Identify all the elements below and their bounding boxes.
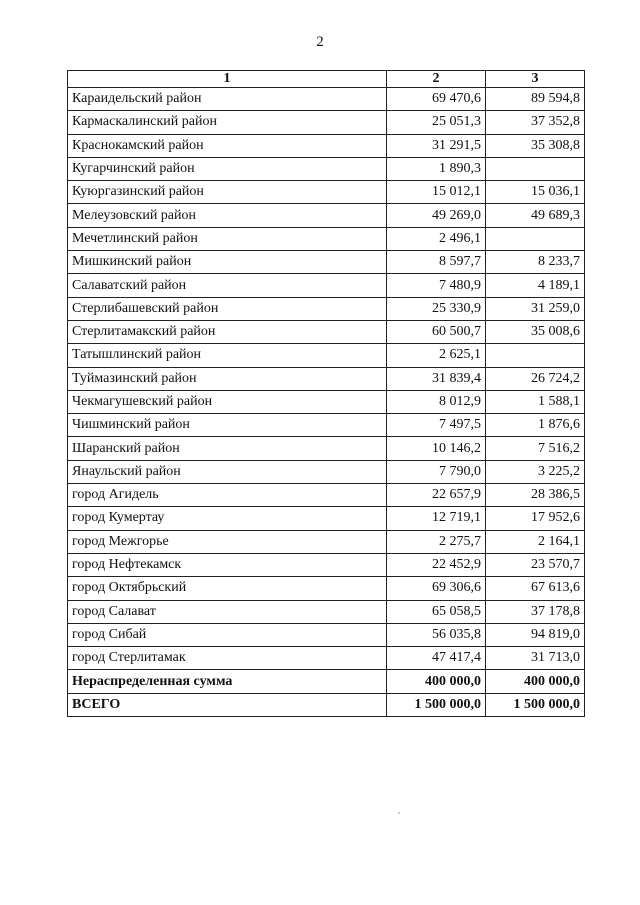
table-row (68, 647, 585, 670)
row-name: Мишкинский район (68, 251, 387, 274)
row-value-col2: 65 058,5 (387, 600, 486, 623)
page-number: 2 (316, 34, 324, 50)
table-row (68, 437, 585, 460)
row-name: город Сибай (68, 623, 387, 646)
table-row (68, 414, 585, 437)
row-name: Куюргазинский район (68, 181, 387, 204)
row-value-col2: 8 597,7 (387, 251, 486, 274)
row-value-col2: 8 012,9 (387, 390, 486, 413)
column-header: 3 (486, 71, 585, 88)
table-row (68, 553, 585, 576)
row-value-col2: 2 496,1 (387, 227, 486, 250)
row-name: Мелеузовский район (68, 204, 387, 227)
table-row (68, 181, 585, 204)
row-name: Стерлитамакский район (68, 320, 387, 343)
row-value-col3: 28 386,5 (486, 484, 585, 507)
table-row (68, 251, 585, 274)
row-value-col2: 69 306,6 (387, 577, 486, 600)
row-name: город Стерлитамак (68, 647, 387, 670)
row-value-col3 (486, 344, 585, 367)
row-name: Караидельский район (68, 88, 387, 111)
row-value-col3: 35 308,8 (486, 134, 585, 157)
table-row (68, 623, 585, 646)
table-row (68, 507, 585, 530)
table-row (68, 530, 585, 553)
row-value-col2: 12 719,1 (387, 507, 486, 530)
row-name: Салаватский район (68, 274, 387, 297)
row-value-col2: 2 275,7 (387, 530, 486, 553)
row-name: Янаульский район (68, 460, 387, 483)
row-value-col2: 2 625,1 (387, 344, 486, 367)
row-name: ВСЕГО (68, 693, 387, 716)
row-name: Мечетлинский район (68, 227, 387, 250)
allocation-table (67, 70, 585, 717)
total-row (68, 693, 585, 716)
row-name: Татышлинский район (68, 344, 387, 367)
row-value-col3: 37 178,8 (486, 600, 585, 623)
table-row (68, 227, 585, 250)
row-value-col3: 400 000,0 (486, 670, 585, 693)
row-name: город Салават (68, 600, 387, 623)
row-name: Кугарчинский район (68, 157, 387, 180)
row-value-col2: 69 470,6 (387, 88, 486, 111)
table-row (68, 157, 585, 180)
row-name: Чекмагушевский район (68, 390, 387, 413)
row-value-col3 (486, 227, 585, 250)
row-value-col2: 22 452,9 (387, 553, 486, 576)
row-value-col2: 7 480,9 (387, 274, 486, 297)
row-value-col3: 7 516,2 (486, 437, 585, 460)
row-value-col2: 47 417,4 (387, 647, 486, 670)
table-row (68, 297, 585, 320)
column-header: 1 (68, 71, 387, 88)
row-value-col3: 49 689,3 (486, 204, 585, 227)
row-value-col3: 31 713,0 (486, 647, 585, 670)
row-value-col3: 1 876,6 (486, 414, 585, 437)
row-value-col2: 56 035,8 (387, 623, 486, 646)
row-value-col3: 17 952,6 (486, 507, 585, 530)
row-value-col2: 1 890,3 (387, 157, 486, 180)
row-value-col3: 2 164,1 (486, 530, 585, 553)
row-value-col3: 4 189,1 (486, 274, 585, 297)
row-name: Чишминский район (68, 414, 387, 437)
row-name: город Межгорье (68, 530, 387, 553)
table-row (68, 134, 585, 157)
row-value-col3: 31 259,0 (486, 297, 585, 320)
row-value-col3: 89 594,8 (486, 88, 585, 111)
row-name: Краснокамский район (68, 134, 387, 157)
row-value-col2: 49 269,0 (387, 204, 486, 227)
row-name: город Октябрьский (68, 577, 387, 600)
row-value-col2: 1 500 000,0 (387, 693, 486, 716)
row-value-col3: 15 036,1 (486, 181, 585, 204)
row-value-col2: 25 330,9 (387, 297, 486, 320)
table-row (68, 111, 585, 134)
table-row (68, 460, 585, 483)
row-name: Шаранский район (68, 437, 387, 460)
row-name: город Агидель (68, 484, 387, 507)
row-value-col2: 15 012,1 (387, 181, 486, 204)
row-value-col3: 35 008,6 (486, 320, 585, 343)
row-value-col2: 25 051,3 (387, 111, 486, 134)
row-name: город Нефтекамск (68, 553, 387, 576)
row-name: Туймазинский район (68, 367, 387, 390)
table-row (68, 367, 585, 390)
row-name: город Кумертау (68, 507, 387, 530)
table-header-row (68, 71, 585, 88)
row-value-col3: 1 500 000,0 (486, 693, 585, 716)
column-header: 2 (387, 71, 486, 88)
row-value-col3: 23 570,7 (486, 553, 585, 576)
row-value-col3: 1 588,1 (486, 390, 585, 413)
table-row (68, 274, 585, 297)
table-row (68, 88, 585, 111)
row-name: Нераспределенная сумма (68, 670, 387, 693)
table-body (68, 88, 585, 670)
row-value-col3: 26 724,2 (486, 367, 585, 390)
row-value-col3: 37 352,8 (486, 111, 585, 134)
row-value-col2: 22 657,9 (387, 484, 486, 507)
row-value-col2: 10 146,2 (387, 437, 486, 460)
row-value-col2: 60 500,7 (387, 320, 486, 343)
table-row (68, 600, 585, 623)
row-value-col2: 7 497,5 (387, 414, 486, 437)
row-value-col2: 31 839,4 (387, 367, 486, 390)
row-value-col2: 400 000,0 (387, 670, 486, 693)
undistributed-row (68, 670, 585, 693)
row-value-col2: 31 291,5 (387, 134, 486, 157)
row-value-col3: 94 819,0 (486, 623, 585, 646)
row-value-col3: 67 613,6 (486, 577, 585, 600)
table-row (68, 344, 585, 367)
table-row (68, 577, 585, 600)
table-row (68, 390, 585, 413)
row-name: Стерлибашевский район (68, 297, 387, 320)
row-value-col3 (486, 157, 585, 180)
table-row (68, 484, 585, 507)
table-row (68, 204, 585, 227)
scan-speck (398, 812, 400, 814)
row-value-col2: 7 790,0 (387, 460, 486, 483)
row-value-col3: 8 233,7 (486, 251, 585, 274)
row-name: Кармаскалинский район (68, 111, 387, 134)
row-value-col3: 3 225,2 (486, 460, 585, 483)
table-row (68, 320, 585, 343)
